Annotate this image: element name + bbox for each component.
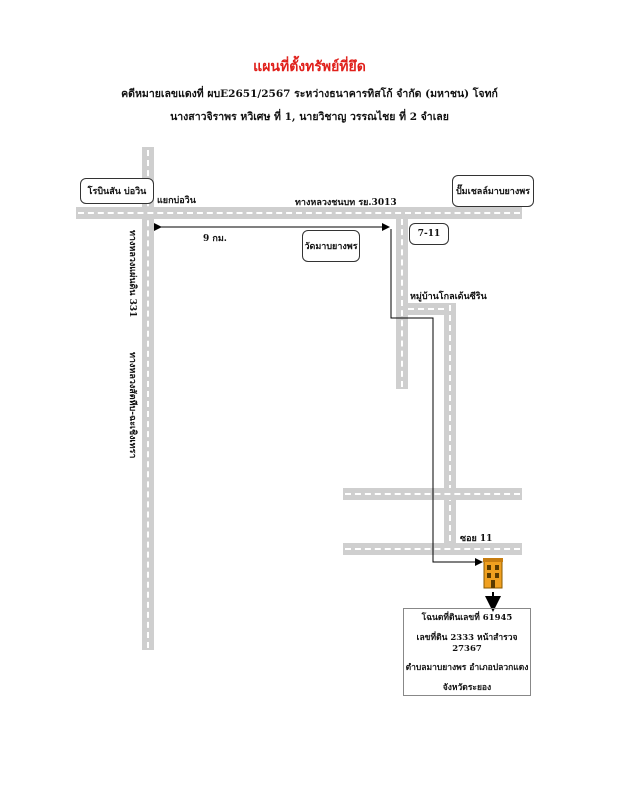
robinson-bowin-box: โรบินสัน บ่อวิน [80,178,154,204]
rural-road-label: ทางหลวงชนบท รย.3013 [295,198,397,208]
highway-sattahip-label: ทางหลวงสัตหีบ-ฉะเชิงเทรา [127,352,137,459]
temple-box: วัดมาบยางพร [302,230,360,262]
house-icon [483,558,503,590]
soi-label: ซอย 11 [460,534,493,544]
deed-number: โฉนดที่ดินเลขที่ 61945 [421,613,513,623]
deed-info-box [403,608,531,696]
junction-label: แยกบ่อวิน [157,196,196,206]
village-label: หมู่บ้านโกลเด้นซีริน [410,292,487,302]
province: จังหวัดระยอง [442,683,492,693]
distance-label: 9 กม. [203,234,227,244]
case-line-2: นางสาวจิราพร หวิเศษ ที่ 1, นายวิชาญ วรรณไชย ที่ 2 จำเลย [170,111,449,123]
seven-eleven-box: 7-11 [409,223,449,245]
highway-331-label: ทางหลวงแผ่นดิน 331 [127,230,137,318]
route-line [391,229,481,562]
shell-station-box: ปั๊มเชลล์มาบยางพร [452,175,534,207]
subdistrict: ตำบลมาบยางพร อำเภอปลวกแดง [405,663,529,673]
land-number: เลขที่ดิน 2333 หน้าสำรวจ 27367 [416,633,518,654]
case-line-1: คดีหมายเลขแดงที่ ผบE2651/2567 ระหว่างธนาคารทิสโก้ จำกัด (มหาชน) โจทก์ [121,88,498,100]
page-title: แผนที่ตั้งทรัพย์ที่ยึด [253,59,366,75]
